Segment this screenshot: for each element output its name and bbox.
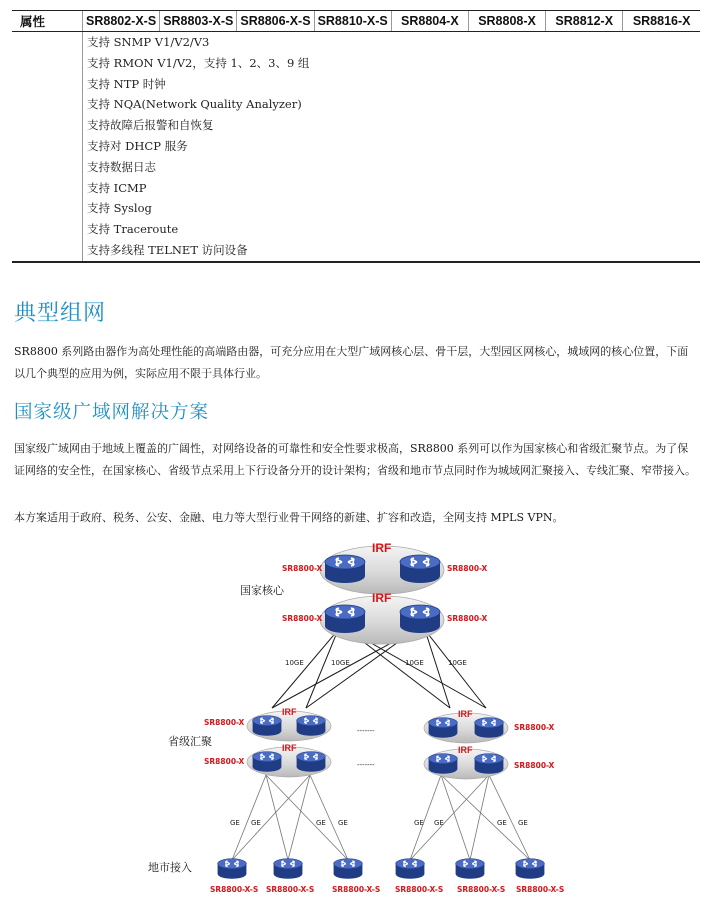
access-router <box>516 859 565 894</box>
subsection-title: 国家级广域网解决方案 <box>14 402 210 423</box>
table-row <box>12 53 700 74</box>
link-label-ge: GE <box>497 819 507 827</box>
device-label: SR8800-X <box>282 614 323 623</box>
device-label: SR8800-X <box>447 614 488 623</box>
router-icon <box>297 752 326 772</box>
router-icon <box>325 605 365 633</box>
link-label-ge: GE <box>434 819 444 827</box>
col-header-model: SR8803-X-S <box>160 11 237 32</box>
link-label-ge: GE <box>316 819 326 827</box>
province-irf-group-left-lower <box>247 743 331 777</box>
feature-cell: 支持 NQA(Network Quality Analyzer) <box>83 94 701 115</box>
irf-label: IRF <box>282 743 297 753</box>
link-label-10ge: 10GE <box>448 659 467 667</box>
access-router <box>332 859 380 894</box>
router-icon <box>325 555 365 583</box>
feature-cell: 支持 ICMP <box>83 178 701 199</box>
link-label-10ge: 10GE <box>285 659 304 667</box>
feature-cell: 支持数据日志 <box>83 157 701 178</box>
link-label-ge: GE <box>414 819 424 827</box>
tier-label-province: 省级汇聚 <box>168 735 212 748</box>
device-label: SR8800-X <box>282 564 323 573</box>
link-label-10ge: 10GE <box>331 659 350 667</box>
link-label-ge: GE <box>251 819 261 827</box>
router-icon <box>516 859 545 879</box>
router-icon <box>400 555 440 583</box>
device-label: SR8800-X-S <box>210 885 259 894</box>
irf-label: IRF <box>372 591 392 605</box>
feature-cell: 支持 Traceroute <box>83 219 701 240</box>
device-label: SR8800-X <box>514 723 555 732</box>
table-row <box>12 136 700 157</box>
province-access-links <box>232 775 530 860</box>
irf-label: IRF <box>282 707 297 717</box>
table-row <box>12 178 700 199</box>
irf-label: IRF <box>458 709 473 719</box>
router-icon <box>274 859 303 879</box>
province-irf-group-right-lower <box>424 745 508 779</box>
feature-cell: 支持对 DHCP 服务 <box>83 136 701 157</box>
router-icon <box>253 752 282 772</box>
table-row <box>12 198 700 219</box>
router-icon <box>396 859 425 879</box>
feature-cell: 支持 SNMP V1/V2/V3 <box>83 32 701 53</box>
router-icon <box>218 859 247 879</box>
router-icon <box>253 716 282 736</box>
access-router <box>395 859 443 894</box>
subsection-paragraph: 本方案适用于政府、税务、公安、金融、电力等大型行业骨干网络的新建、扩容和改造，全网支持 MPLS VPN。 <box>14 511 564 524</box>
col-header-model: SR8810-X-S <box>314 11 391 32</box>
device-label: SR8800-X <box>204 757 245 766</box>
device-label: SR8800-X-S <box>457 885 506 894</box>
link-label-10ge: 10GE <box>405 659 424 667</box>
router-icon <box>456 859 485 879</box>
table-row <box>12 240 700 262</box>
col-header-model: SR8808-X <box>468 11 545 32</box>
core-irf-group-upper <box>320 541 444 594</box>
col-header-attribute: 属性 <box>12 11 83 32</box>
ellipsis: ------- <box>357 761 375 769</box>
core-irf-group-lower <box>320 591 444 644</box>
device-label: SR8800-X-S <box>332 885 381 894</box>
device-label: SR8800-X-S <box>266 885 315 894</box>
router-icon <box>400 605 440 633</box>
router-icon <box>475 718 504 738</box>
spec-table <box>12 10 700 263</box>
section-paragraph: SR8800 系列路由器作为高处理性能的高端路由器，可充分应用在大型广域网核心层、骨干层，大型园区网核心，城域网的核心位置，下面以几个典型的应用为例，实际应用不限于具体行业。 <box>14 345 689 380</box>
router-icon <box>297 716 326 736</box>
table-row <box>12 74 700 95</box>
device-label: SR8800-X-S <box>395 885 444 894</box>
network-topology-diagram <box>0 530 709 915</box>
table-row <box>12 157 700 178</box>
device-label: SR8800-X-S <box>516 885 565 894</box>
table-row <box>12 94 700 115</box>
access-router <box>456 859 506 894</box>
device-label: SR8800-X <box>447 564 488 573</box>
link-label-ge: GE <box>338 819 348 827</box>
router-icon <box>429 718 458 738</box>
access-router <box>210 859 258 894</box>
col-header-model: SR8804-X <box>391 11 468 32</box>
router-icon <box>429 754 458 774</box>
access-router <box>266 859 314 894</box>
device-label: SR8800-X <box>514 761 555 770</box>
subsection-paragraph: 国家级广域网由于地域上覆盖的广阔性，对网络设备的可靠性和安全性要求极高，SR8800 系列可以作为国家核心和省级汇聚节点。为了保证网络的安全性，在国家核心、省级节点采用上下行设备分开的设计架构；省级和地市节点同时作为城域网汇聚接入、专线汇聚、窄带接入。 <box>14 442 696 477</box>
link-label-ge: GE <box>230 819 240 827</box>
tier-label-core: 国家核心 <box>240 584 284 597</box>
col-header-model: SR8812-X <box>546 11 623 32</box>
province-irf-group-right-upper <box>424 709 508 743</box>
province-irf-group-left-upper <box>247 707 331 741</box>
feature-cell: 支持 Syslog <box>83 198 701 219</box>
section-title: 典型组网 <box>14 301 107 326</box>
table-row <box>12 32 700 53</box>
irf-label: IRF <box>458 745 473 755</box>
table-row <box>12 219 700 240</box>
ellipsis: ------- <box>357 727 375 735</box>
col-header-model: SR8802-X-S <box>83 11 160 32</box>
col-header-model: SR8806-X-S <box>237 11 314 32</box>
router-icon <box>334 859 363 879</box>
feature-cell: 支持 RMON V1/V2，支持 1、2、3、9 组 <box>83 53 701 74</box>
col-header-model: SR8816-X <box>623 11 700 32</box>
feature-cell: 支持故障后报警和自恢复 <box>83 115 701 136</box>
feature-cell: 支持多线程 TELNET 访问设备 <box>83 240 701 262</box>
feature-cell: 支持 NTP 时钟 <box>83 74 701 95</box>
link-label-ge: GE <box>518 819 528 827</box>
table-header-row <box>12 11 700 32</box>
irf-label: IRF <box>372 541 392 555</box>
table-row <box>12 115 700 136</box>
router-icon <box>475 754 504 774</box>
device-label: SR8800-X <box>204 718 245 727</box>
tier-label-city: 地市接入 <box>148 861 192 874</box>
